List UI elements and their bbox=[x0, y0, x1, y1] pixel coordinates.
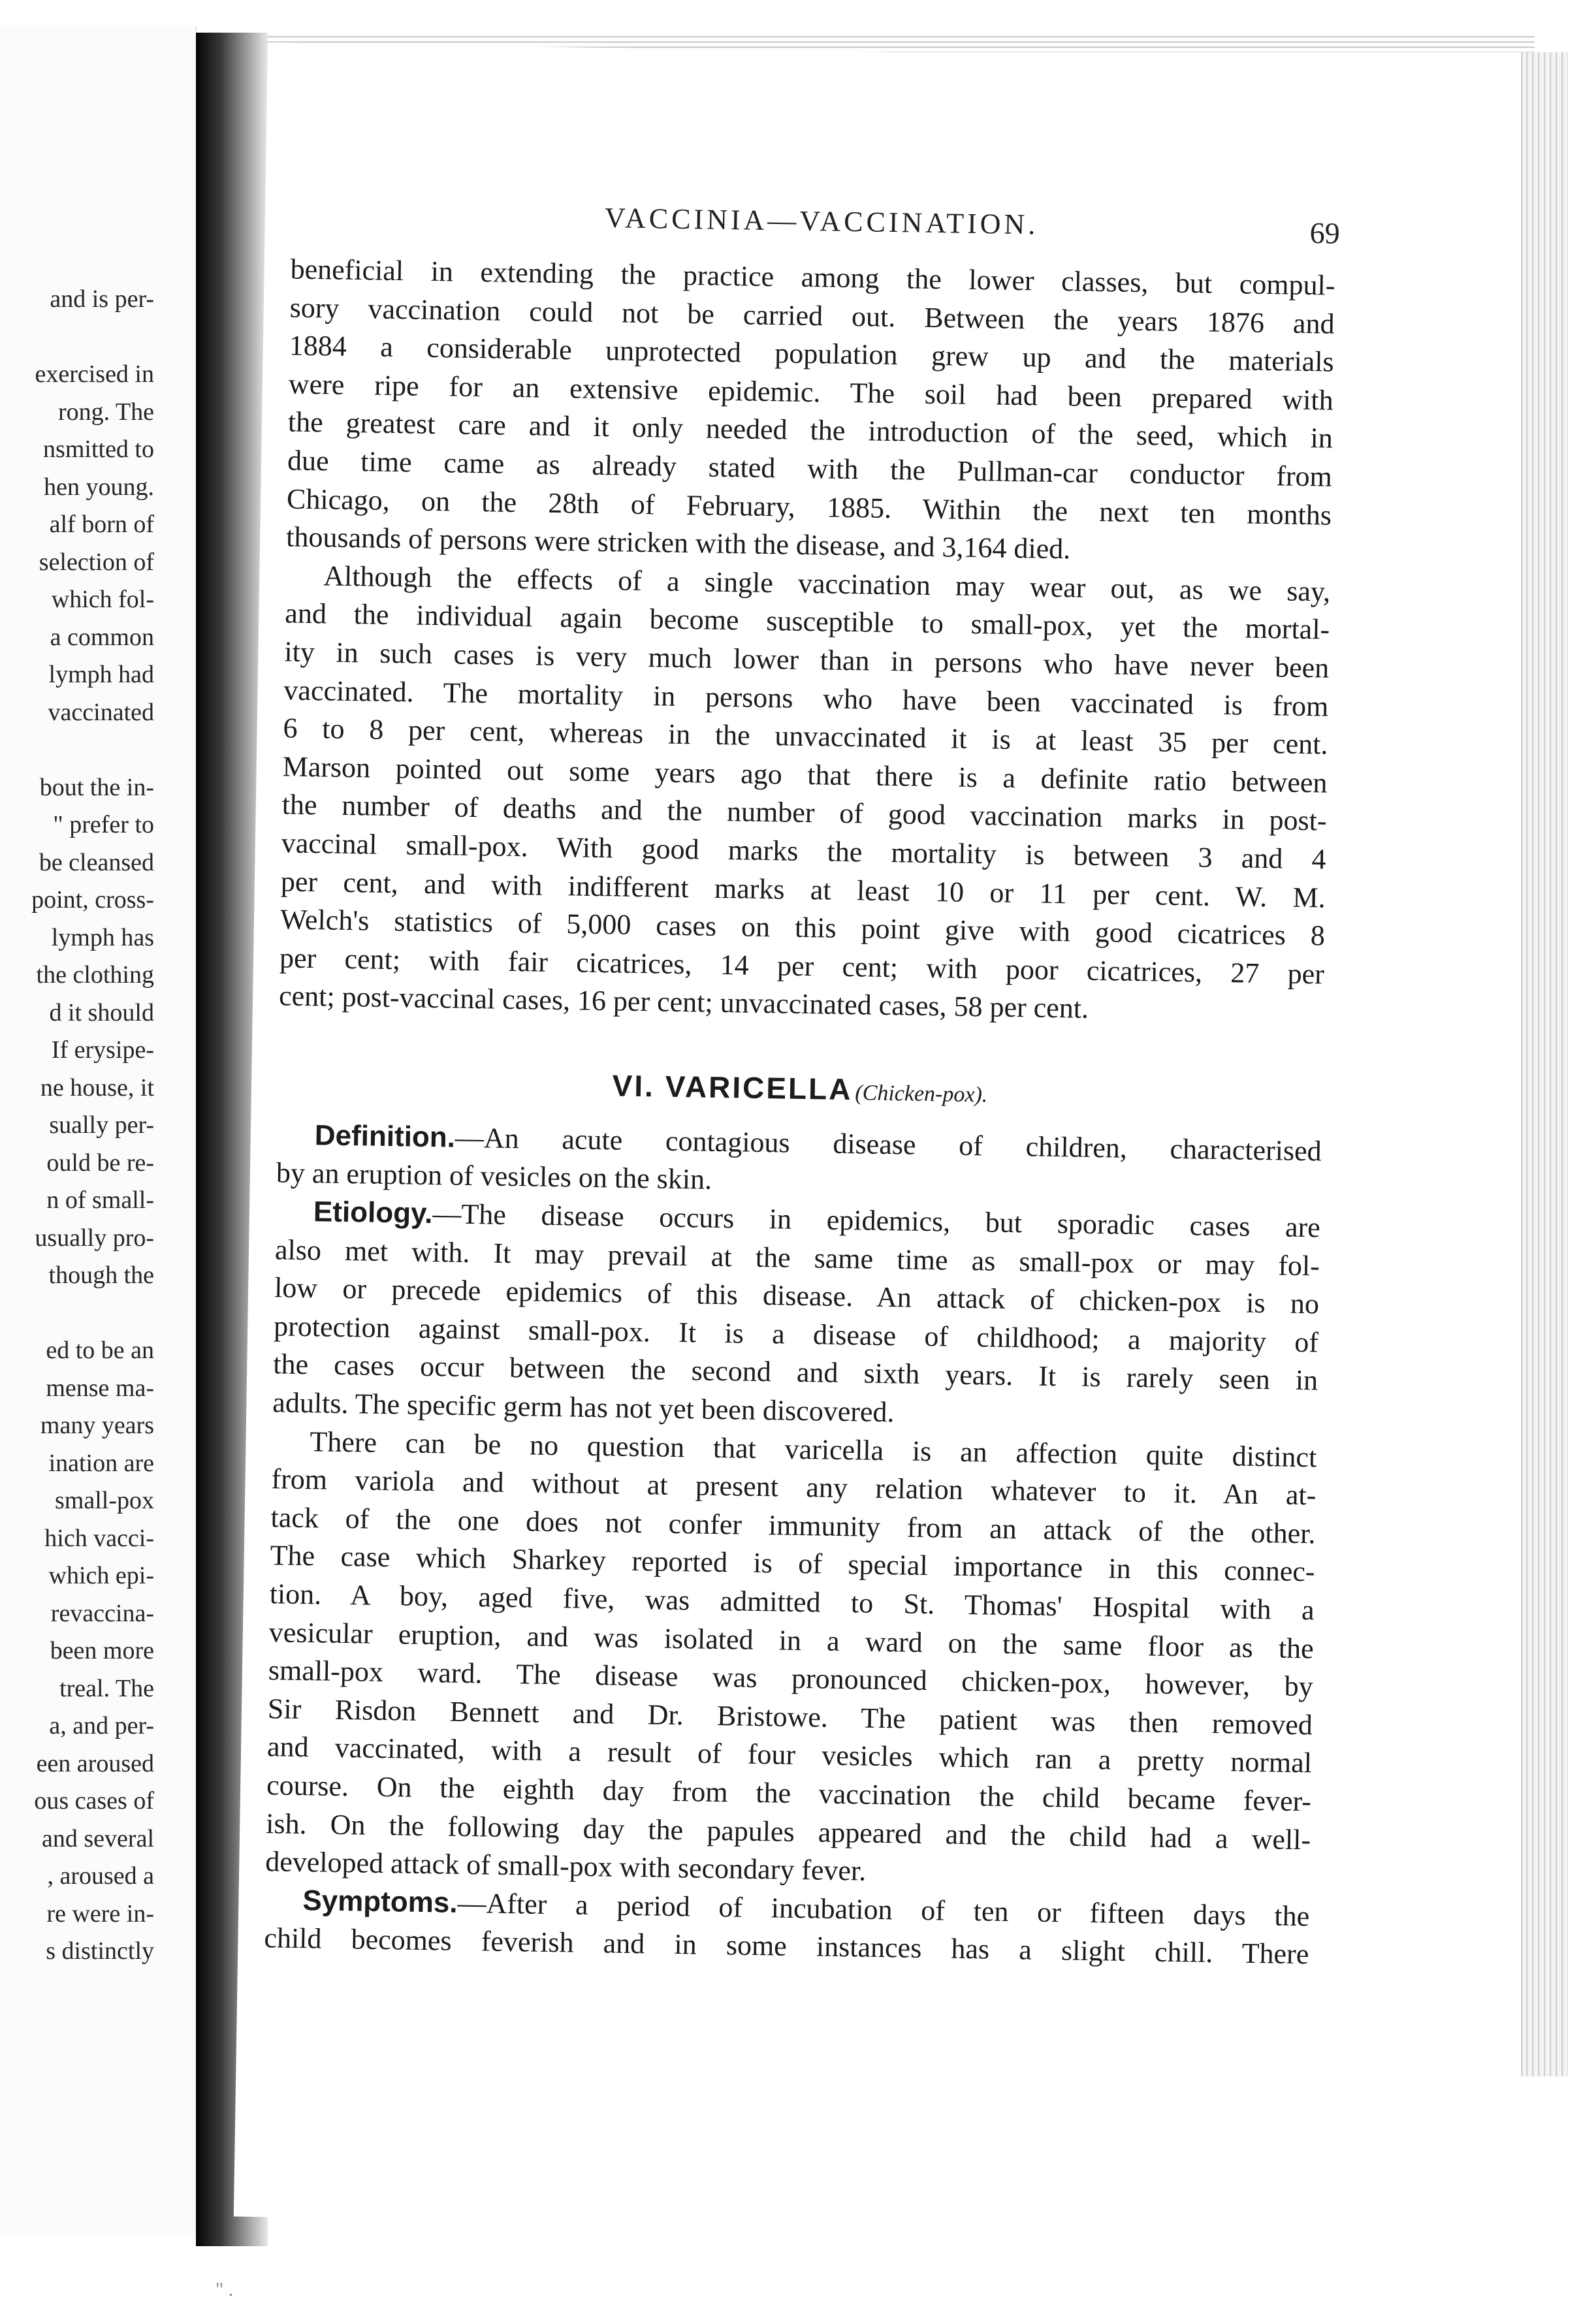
text-line: protection against small-pox. It is a disease of childhood; a majority of bbox=[273, 1310, 1319, 1359]
left-page-line bbox=[0, 1295, 154, 1333]
left-page-line: been more bbox=[50, 1637, 154, 1664]
etiology-term: Etiology. bbox=[313, 1196, 433, 1230]
left-page-line: rong. The bbox=[57, 398, 154, 426]
left-page-line: vaccinated bbox=[48, 698, 154, 726]
text-line: developed attack of small-pox with secondary fever. bbox=[264, 1845, 867, 1887]
text-line: the greatest care and it only needed the introduction of the seed, which in bbox=[287, 405, 1333, 454]
left-page-line: which fol- bbox=[51, 586, 154, 613]
left-page-line: treal. The bbox=[59, 1674, 154, 1702]
left-page-line: een aroused bbox=[36, 1749, 154, 1777]
text-line: vaccinated. The mortality in persons who have been vaccinated is from bbox=[283, 673, 1329, 723]
left-page-line: though the bbox=[48, 1262, 154, 1289]
section-title: VI. VARICELLA bbox=[612, 1068, 853, 1107]
left-page-text bbox=[0, 281, 154, 1971]
left-page-line: which epi- bbox=[48, 1562, 154, 1589]
text-line: the number of deaths and the number of good vaccination marks in post- bbox=[281, 788, 1327, 837]
text-line: tack of the one does not confer immunity from an attack of the other. bbox=[270, 1501, 1316, 1550]
book-page bbox=[234, 42, 1522, 2236]
left-page-line: hen young. bbox=[44, 473, 154, 501]
text-line: course. On the eighth day from the vaccination the child became fever- bbox=[266, 1769, 1312, 1818]
left-page-line: ination are bbox=[48, 1449, 154, 1477]
left-page-line: lymph had bbox=[48, 661, 154, 688]
left-page-line: sually per- bbox=[49, 1111, 154, 1139]
left-page-line: " prefer to bbox=[53, 811, 154, 838]
text-line: Marson pointed out some years ago that there is a definite ratio between bbox=[282, 750, 1328, 799]
left-page-line: exercised in bbox=[35, 360, 154, 388]
text-line: the cases occur between the second and sixth years. It is rarely seen in bbox=[272, 1348, 1318, 1397]
text-line: per cent; with fair cicatrices, 14 per cent; with poor cicatrices, 27 per bbox=[279, 942, 1325, 991]
text-line: 1884 a considerable unprotected population grew up and the materials bbox=[289, 329, 1335, 378]
left-page-line: ed to be an bbox=[46, 1337, 154, 1364]
left-page-line: re were in- bbox=[46, 1899, 154, 1928]
left-page-line: n of small- bbox=[46, 1186, 154, 1214]
text-line: Although the effects of a single vaccination may wear out, as we say, bbox=[323, 560, 1331, 608]
definition-text: —An acute contagious disease of children, characterised bbox=[455, 1121, 1322, 1167]
text-line: and vaccinated, with a result of four vesicles which ran a pretty normal bbox=[266, 1730, 1313, 1779]
text-line: ish. On the following day the papules appeared and the child had a well- bbox=[265, 1807, 1311, 1856]
left-page-line: a, and per- bbox=[49, 1712, 154, 1739]
left-page-line: lymph has bbox=[51, 923, 154, 951]
text-line: per cent, and with indifferent marks at least 10 or 11 per cent. W. M. bbox=[280, 865, 1326, 914]
text-line: Sir Risdon Bennett and Dr. Bristowe. The patient was then removed bbox=[267, 1692, 1313, 1741]
text-line: sory vaccination could not be carried out. Between the years 1876 and bbox=[289, 291, 1335, 340]
text-line: The case which Sharkey reported is of special importance in this connec- bbox=[270, 1539, 1315, 1588]
left-page-line: revaccina- bbox=[50, 1599, 154, 1627]
text-line: due time came as already stated with the Pullman-car conductor from bbox=[287, 444, 1333, 493]
text-line: small-pox ward. The disease was pronounced chicken-pox, however, by bbox=[268, 1654, 1314, 1703]
text-line: Chicago, on the 28th of February, 1885. Within the next ten months bbox=[286, 483, 1332, 532]
text-line: 6 to 8 per cent, whereas in the unvaccinated it is at least 35 per cent. bbox=[283, 712, 1328, 761]
left-page-line: usually pro- bbox=[35, 1224, 154, 1252]
text-line: from variola and without at present any relation whatever to it. An at- bbox=[271, 1463, 1317, 1512]
left-page-line bbox=[0, 731, 154, 769]
left-page-line: selection of bbox=[39, 548, 154, 576]
left-page-line: If erysipe- bbox=[51, 1036, 154, 1064]
text-line: by an eruption of vesicles on the skin. bbox=[276, 1156, 712, 1196]
left-page-line: many years bbox=[40, 1412, 154, 1439]
left-facing-page bbox=[0, 26, 197, 2233]
text-line: thousands of persons were stricken with the disease, and 3,164 died. bbox=[285, 520, 1071, 565]
text-line: tion. A boy, aged five, was admitted to St. Thomas' Hospital with a bbox=[269, 1578, 1315, 1627]
left-page-line: s distinctly bbox=[46, 1937, 154, 1965]
text-line: vesicular eruption, and was isolated in a ward on the same floor as the bbox=[268, 1615, 1315, 1664]
text-line: also met with. It may prevail at the same time as small-pox or may fol- bbox=[274, 1233, 1320, 1282]
text-line: Welch's statistics of 5,000 cases on this point give with good cicatrices 8 bbox=[279, 903, 1326, 952]
left-page-line: hich vacci- bbox=[44, 1524, 154, 1552]
left-page-line: a common bbox=[50, 623, 154, 651]
left-page-line: alf born of bbox=[49, 511, 154, 538]
text-line: There can be no question that varicella is an affection quite distinct bbox=[310, 1425, 1317, 1474]
left-page-line: point, cross- bbox=[31, 886, 154, 913]
left-page-line: the clothing bbox=[36, 961, 154, 989]
symptoms-text: —After a period of incubation of ten or fifteen days the bbox=[457, 1886, 1310, 1933]
left-page-line: bout the in- bbox=[39, 773, 154, 801]
text-line: and the individual again become susceptible to small-pox, yet the mortal- bbox=[285, 597, 1330, 646]
etiology-paragraph bbox=[272, 1192, 1320, 1438]
left-page-line: ould be re- bbox=[46, 1149, 154, 1177]
left-page-line: and several bbox=[42, 1824, 154, 1852]
text-line: cent; post-vaccinal cases, 16 per cent; unvaccinated cases, 58 per cent. bbox=[278, 979, 1089, 1025]
left-page-line: ne house, it bbox=[40, 1073, 154, 1102]
left-page-line: mense ma- bbox=[46, 1374, 154, 1402]
text-line: child becomes feverish and in some instances has a slight chill. There bbox=[264, 1922, 1309, 1971]
left-page-line: small-pox bbox=[55, 1487, 154, 1514]
text-line: vaccinal small-pox. With good marks the mortality is between 3 and 4 bbox=[281, 827, 1327, 876]
etiology-text: —The disease occurs in epidemics, but sporadic cases are bbox=[432, 1198, 1321, 1244]
paragraph-epidemic bbox=[286, 251, 1335, 573]
text-line: adults. The specific germ has not yet been discovered. bbox=[272, 1386, 895, 1429]
text-line: low or precede epidemics of this disease. An attack of chicken-pox is no bbox=[274, 1271, 1320, 1320]
definition-term: Definition. bbox=[314, 1119, 456, 1154]
section-subtitle: (Chicken-pox). bbox=[855, 1081, 988, 1107]
left-page-line: and is per- bbox=[50, 285, 154, 313]
left-page-line: ous cases of bbox=[34, 1787, 154, 1815]
paragraph-mortality bbox=[279, 556, 1331, 1032]
page-stack-right-edge bbox=[1522, 52, 1568, 2076]
scan-artifact-mark: " . bbox=[215, 2279, 234, 2300]
text-line: were ripe for an extensive epidemic. The soil had been prepared with bbox=[288, 368, 1334, 417]
symptoms-paragraph bbox=[264, 1881, 1310, 1974]
left-page-line: be cleansed bbox=[39, 848, 154, 876]
left-page-line: , aroused a bbox=[47, 1862, 154, 1890]
text-line: beneficial in extending the practice among the lower classes, but compul- bbox=[290, 253, 1335, 302]
page-number: 69 bbox=[1309, 216, 1341, 250]
text-line: ity in such cases is very much lower than in persons who have never been bbox=[284, 635, 1330, 684]
paragraph-sharkey-case bbox=[265, 1422, 1317, 1897]
left-page-line: d it should bbox=[49, 998, 154, 1026]
running-head: VACCINIA—VACCINATION. bbox=[604, 202, 1039, 241]
page-body bbox=[264, 251, 1335, 1975]
left-page-line: nsmitted to bbox=[43, 436, 154, 463]
symptoms-term: Symptoms. bbox=[302, 1884, 458, 1919]
left-page-line bbox=[0, 319, 154, 357]
